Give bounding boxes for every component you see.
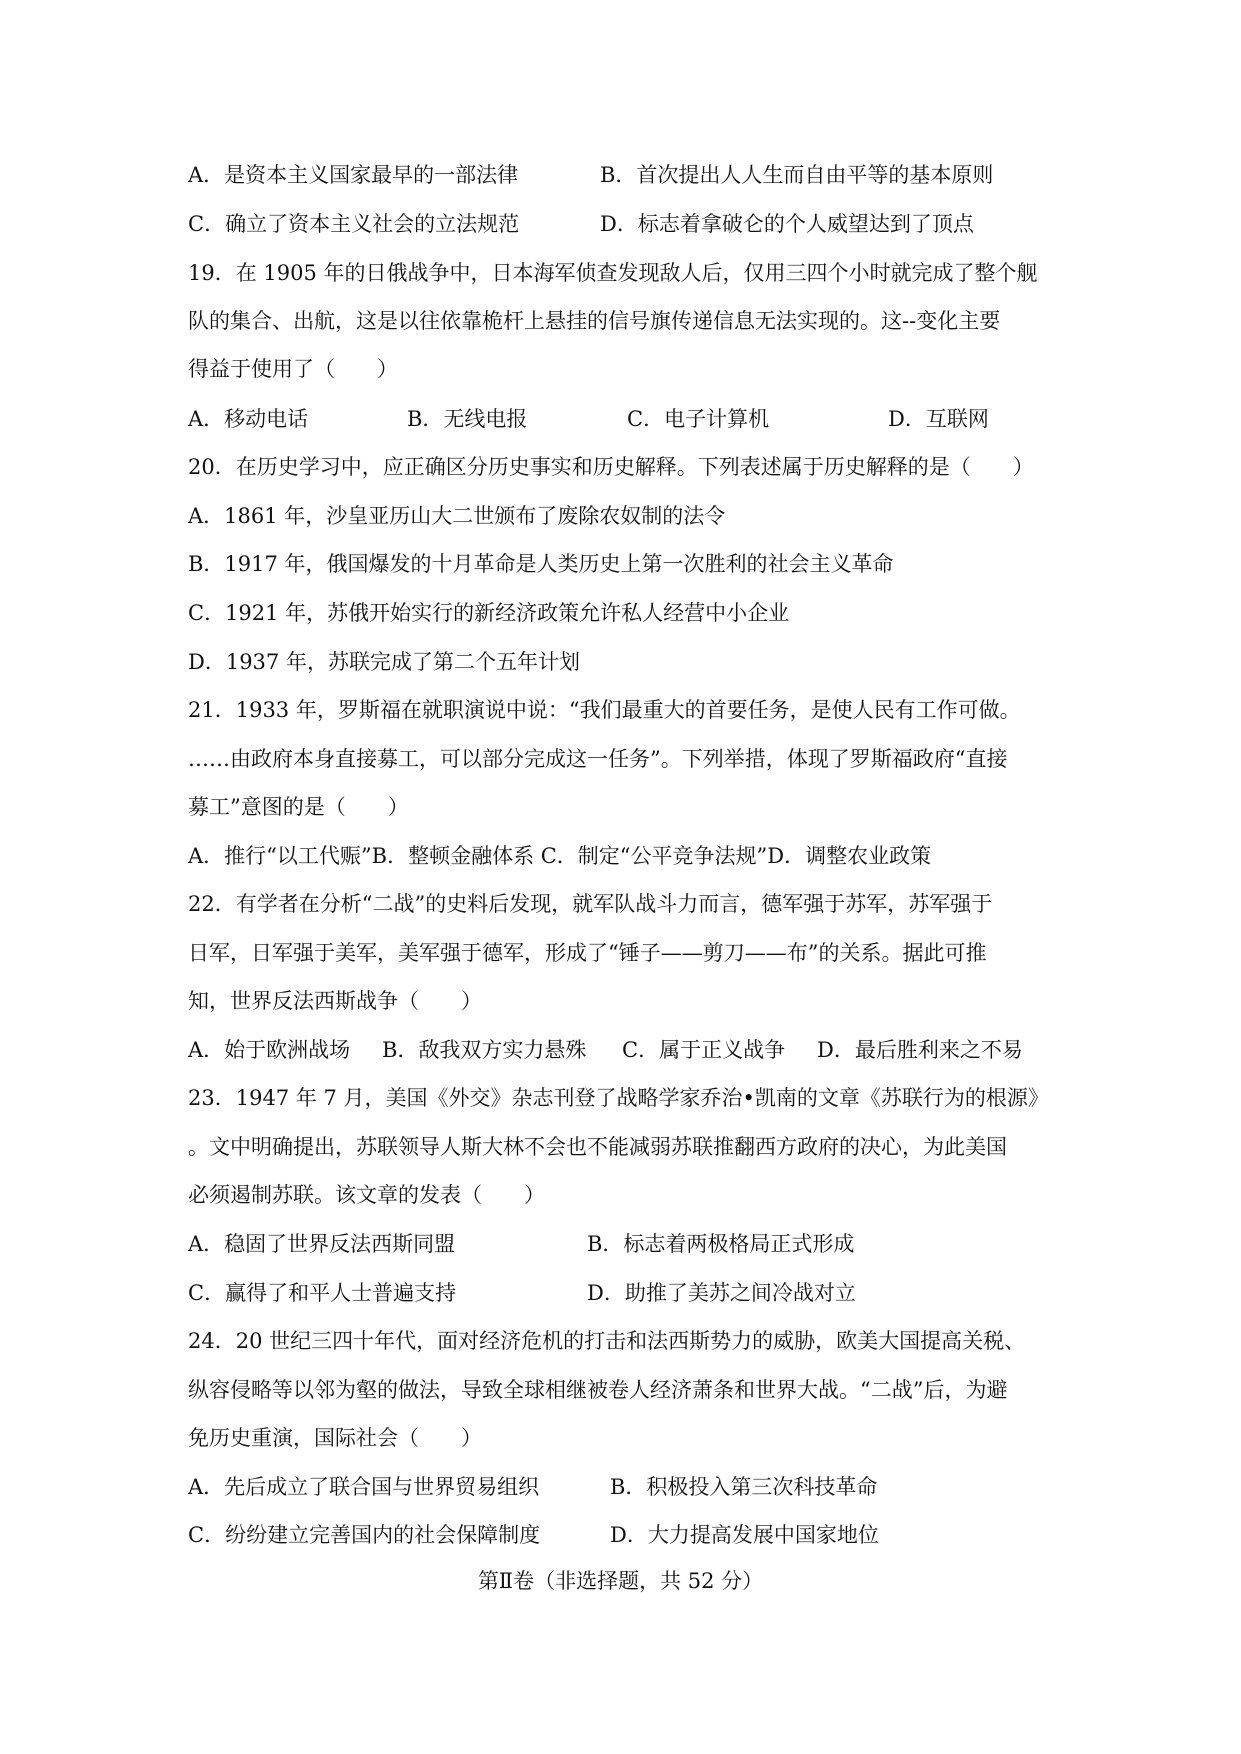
- q22-option-d: D．最后胜利来之不易: [817, 1038, 1023, 1062]
- q19-option-d: D．互联网: [888, 407, 989, 431]
- q23-stem-line-3: 必须遏制苏联。该文章的发表（ ）: [188, 1183, 545, 1207]
- q23-stem-line-1: 23．1947 年 7 月，美国《外交》杂志刊登了战略学家乔治•凯南的文章《苏联行为的根源》: [188, 1086, 1049, 1110]
- q24-option-d: D．大力提高发展中国家地位: [610, 1523, 879, 1547]
- q19-stem-line-3: 得益于使用了（ ）: [188, 357, 398, 381]
- q20-stem-line-1: 20．在历史学习中，应正确区分历史事实和历史解释。下列表述属于历史解释的是（ ）: [188, 455, 1034, 479]
- q24-stem-line-2: 纵容侵略等以邻为壑的做法，导致全球相继被卷人经济萧条和世界大战。“二战”后，为避: [188, 1378, 1008, 1402]
- q18-option-d: D．标志着拿破仑的个人威望达到了顶点: [600, 212, 974, 236]
- q22-option-a: A．始于欧洲战场: [188, 1038, 351, 1062]
- q23-option-d: D．助推了美苏之间冷战对立: [587, 1281, 856, 1305]
- q24-stem-line-3: 免历史重演，国际社会（ ）: [188, 1426, 482, 1450]
- q20-option-a: A．1861 年，沙皇亚历山大二世颁布了废除农奴制的法令: [188, 504, 726, 528]
- q18-option-a: A．是资本主义国家最早的一部法律: [188, 163, 519, 187]
- q19-option-a: A．移动电话: [188, 407, 309, 431]
- q18-option-b: B．首次提出人人生而自由平等的基本原则: [600, 163, 994, 187]
- q22-option-c: C．属于正义战争: [622, 1038, 786, 1062]
- q21-options: A．推行“以工代赈”B．整顿金融体系 C．制定“公平竞争法规”D．调整农业政策: [188, 844, 932, 868]
- q21-stem-line-1: 21．1933 年，罗斯福在就职演说中说：“我们最重大的首要任务，是使人民有工作可做。: [188, 698, 1021, 722]
- q19-stem-line-1: 19．在 1905 年的日俄战争中，日本海军侦查发现敌人后，仅用三四个小时就完成了整个舰: [188, 261, 1038, 285]
- q19-stem-line-2: 队的集合、出航，这是以往依靠桅杆上悬挂的信号旗传递信息无法实现的。这--变化主要: [188, 309, 1001, 333]
- q19-option-b: B．无线电报: [407, 407, 528, 431]
- q22-stem-line-3: 知，世界反法西斯战争（ ）: [188, 989, 482, 1013]
- q19-option-c: C．电子计算机: [627, 407, 770, 431]
- q21-stem-line-3: 募工”意图的是（ ）: [188, 795, 409, 819]
- q20-option-d: D．1937 年，苏联完成了第二个五年计划: [188, 650, 580, 674]
- q24-stem-line-1: 24．20 世纪三四十年代，面对经济危机的打击和法西斯势力的威胁，欧美大国提高关税、: [188, 1329, 1026, 1353]
- q23-stem-line-2: 。文中明确提出，苏联领导人斯大林不会也不能减弱苏联推翻西方政府的决心，为此美国: [188, 1135, 1007, 1159]
- q22-stem-line-1: 22．有学者在分析“二战”的史料后发现，就军队战斗力而言，德军强于苏军，苏军强于: [188, 892, 993, 916]
- q23-option-c: C．赢得了和平人士普遍支持: [188, 1281, 457, 1305]
- q23-option-a: A．稳固了世界反法西斯同盟: [188, 1232, 456, 1256]
- q21-stem-line-2: ……由政府本身直接募工，可以部分完成这一任务”。下列举措，体现了罗斯福政府“直接: [188, 747, 1008, 771]
- q20-option-c: C．1921 年，苏俄开始实行的新经济政策允许私人经营中小企业: [188, 601, 790, 625]
- q20-option-b: B．1917 年，俄国爆发的十月革命是人类历史上第一次胜利的社会主义革命: [188, 552, 894, 576]
- q22-option-b: B．敌我双方实力悬殊: [382, 1038, 587, 1062]
- q24-option-c: C．纷纷建立完善国内的社会保障制度: [188, 1523, 541, 1547]
- q23-option-b: B．标志着两极格局正式形成: [587, 1232, 855, 1256]
- q24-option-a: A．先后成立了联合国与世界贸易组织: [188, 1475, 540, 1499]
- q24-option-b: B．积极投入第三次科技革命: [610, 1475, 878, 1499]
- section-ii-title: 第Ⅱ卷（非选择题，共 52 分）: [477, 1569, 764, 1593]
- q18-option-c: C．确立了资本主义社会的立法规范: [188, 212, 520, 236]
- q22-stem-line-2: 日军，日军强于美军，美军强于德军，形成了“锤子——剪刀——布”的关系。据此可推: [188, 941, 987, 965]
